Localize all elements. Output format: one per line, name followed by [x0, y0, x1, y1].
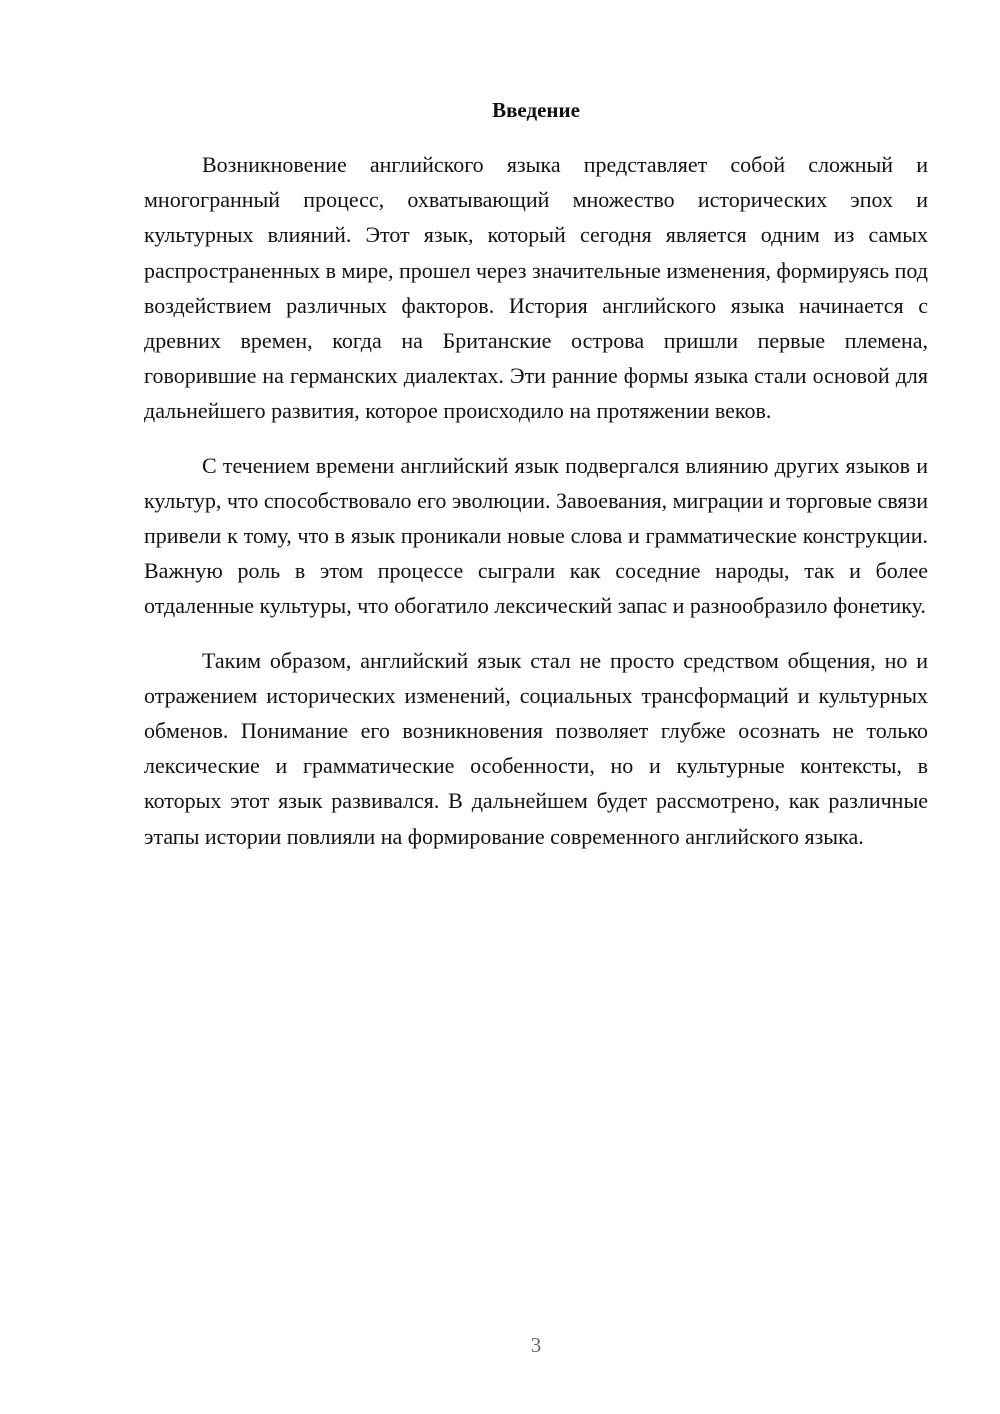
- page-content: [144, 92, 928, 854]
- paragraph-1: Возникновение английского языка представляет собой сложный и многогранный процесс, охватывающий множество исторических эпох и культурных влияний. Этот язык, который сегодня является одним из самых распространенных в мире, прошел через значительные изменения, формируясь под воздействием различных факторов. История английского языка начинается с древних времен, когда на Британские острова пришли первые племена, говорившие на германских диалектах. Эти ранние формы языка стали основой для дальнейшего развития, которое происходило на протяжении веков.: [144, 152, 928, 424]
- paragraph-2: С течением времени английский язык подвергался влиянию других языков и культур, что способствовало его эволюции. Завоевания, миграции и торговые связи привели к тому, что в язык проникали новые слова и грамматические конструкции. Важную роль в этом процессе сыграли как соседние народы, так и более отдаленные культуры, что обогатило лексический запас и разнообразило фонетику.: [144, 452, 928, 619]
- section-title: Введение: [492, 98, 580, 122]
- page-number: 3: [530, 1333, 542, 1357]
- paragraph-3: Таким образом, английский язык стал не просто средством общения, но и отражением исторических изменений, социальных трансформаций и культурных обменов. Понимание его возникновения позволяет глубже осознать не только лексические и грамматические особенности, но и культурные контексты, в которых этот язык развивался. В дальнейшем будет рассмотрено, как различные этапы истории повлияли на формирование современного английского языка.: [144, 647, 928, 849]
